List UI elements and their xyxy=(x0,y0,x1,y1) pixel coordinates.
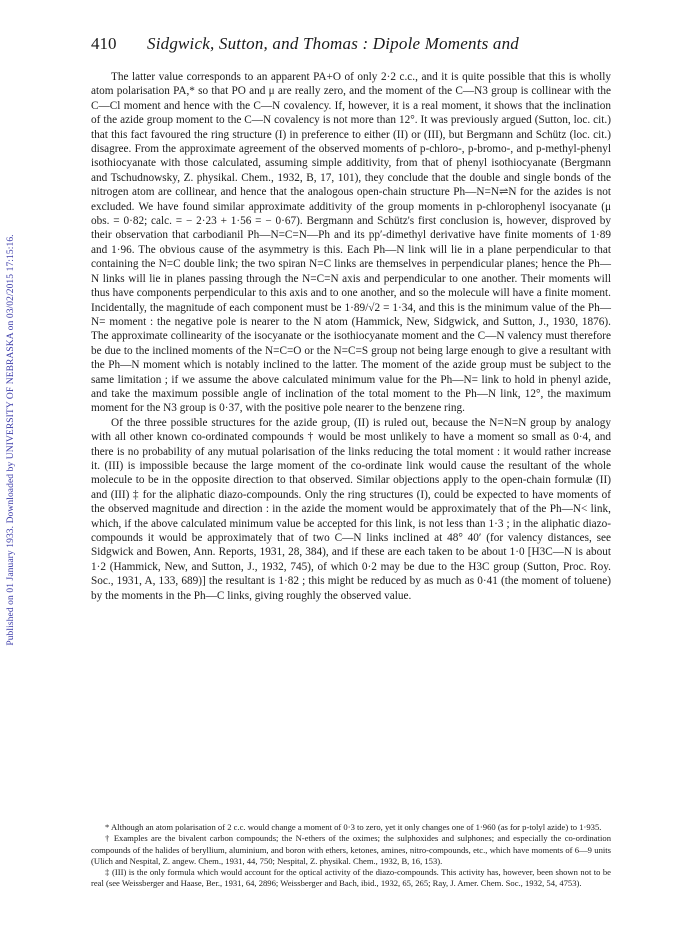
paragraph: Of the three possible structures for the azide group, (II) is ruled out, because the N=N=N group by analogy with all other known co-ordinated compounds † would be most unlikely to have a moment so small as 0·4, and there is no probability of any mutual polarisation of the links reducing the total moment : it would rather increase it. (III) is impossible because the large moment of the co-ordinate link would cause the resultant of the whole molecule to be in the opposite direction to that observed. Similar objections apply to the open-chain formulæ (II) and (III) ‡ for the aliphatic diazo-compounds. Only the ring structures (I), could be expected to have moments of the observed magnitude and direction : in the azide the moment would be approximately that of the Ph—N< link, which, if the above calculated minimum value be accepted for this link, is not less than 1·3 ; in the aliphatic diazo-compounds it would be approximately that of two C—N links inclined at 48° 40′ (for valency distances, see Sidgwick and Bowen, Ann. Reports, 1931, 28, 384), and if these are each taken to be about 1·0 [H3C—N is about 1·2 (Hammick, New, and Sutton, J., 1932, 745), of which 0·2 may be due to the H3C group (Sutton, Proc. Roy. Soc., 1931, A, 133, 689)] the resultant is 1·82 ; this might be reduced by as much as 0·41 (the moment of toluene) by the moments in the Ph—C links, giving roughly the observed value. xyxy=(91,416,611,602)
footnotes xyxy=(91,822,611,890)
page-number: 410 xyxy=(91,34,117,53)
download-watermark xyxy=(0,120,22,760)
footnote: ‡ (III) is the only formula which would account for the optical activity of the diazo-compounds. This activity has, however, been shown not to be real (see Weissberger and Haase, Ber., 1931, 64, 2896; Weissberger and Bach, ibid., 1932, 65, 265; Ray, J. Amer. Chem. Soc., 1932, 54, 4753). xyxy=(91,867,611,889)
running-title: Sidgwick, Sutton, and Thomas : Dipole Moments and xyxy=(147,34,519,53)
page-header xyxy=(91,34,611,56)
footnote: † Examples are the bivalent carbon compounds; the N-ethers of the oximes; the sulphoxides and sulphones; and especially the co-ordination compounds of the halides of beryllium, aluminium, and boron with ethers, ketones, amines, nitro-compounds, etc., which have moments of 6—9 units (Ulich and Nespital, Z. angew. Chem., 1931, 44, 750; Nespital, Z. physikal. Chem., 1932, B, 16, 153). xyxy=(91,833,611,866)
paragraph: The latter value corresponds to an apparent PA+O of only 2·2 c.c., and it is quite possible that this is wholly atom polarisation PA,* so that PO and μ are really zero, and the moment of the C—N3 group is collinear with the C—Cl moment and hence with the C—N covalency. If, however, it is a real moment, it shows that the inclination of the azide group moment to the C—N covalency is not more than 12°. It was previously argued (Sutton, loc. cit.) that this fact favoured the ring structure (I) in preference to either (II) or (III), but Bergmann and Schütz (loc. cit.) disagree. From the approximate agreement of the observed moments of p-chloro-, p-bromo-, and p-methyl-phenyl isothiocyanate with those calculated, assuming simple additivity, from that of phenyl isothiocyanate (Bergmann and Tschudnowsky, Z. physikal. Chem., 1932, B, 17, 101), they conclude that the double and single bonds of the nitrogen atom are collinear, and hence that the analogous open-chain structure Ph—N=N⇌N for the azides is not excluded. We have found similar approximate additivity of the group moments in p-chlorophenyl isocyanate (μ obs. = 0·82; calc. = − 2·23 + 1·56 = − 0·67). Bergmann and Schütz's first conclusion is, however, disproved by their observation that carbodianil Ph—N=C=N—Ph and its pp′-dimethyl derivative have finite moments of 1·89 and 1·96. The obvious cause of the asymmetry is this. Each Ph—N link will lie in a plane perpendicular to that containing the N=C double link; the two spiran N=C links are themselves in perpendicular planes; hence the Ph—N links will lie in planes passing through the N=C=N axis and perpendicular to one another. Their moments will thus have components perpendicular to this axis and to one another, and so the molecule will have a finite moment. Incidentally, the magnitude of each component must be 1·89/√2 = 1·34, and this is the minimum value of the Ph—N= moment : the negative pole is nearer to the N atom (Hammick, New, Sidgwick, and Sutton, J., 1930, 1876). The approximate collinearity of the isocyanate or the isothiocyanate moment and the C—N valency must therefore be due to the inclined moments of the N=C=O or the N=C=S group not being large enough to give a resultant with the Ph—N moment which is notably inclined to the latter. The moment of the azide group must be subject to the same limitation ; if we assume the above calculated minimum value for the Ph—N= link to hold in phenyl azide, and take the maximum possible angle of inclination of the total moment to the Ph—N link, 12°, the maximum moment for the N3 group is 0·37, with the positive pole nearer to the benzene ring. xyxy=(91,71,611,415)
download-watermark-text: Published on 01 January 1933. Downloaded by UNIVERSITY OF NEBRASKA on 03/02/2015 17:15:16. xyxy=(6,234,16,646)
footnote: * Although an atom polarisation of 2 c.c. would change a moment of 0·3 to zero, yet it only changes one of 1·960 (as for p-tolyl azide) to 1·935. xyxy=(105,822,602,832)
article-body xyxy=(91,70,611,603)
